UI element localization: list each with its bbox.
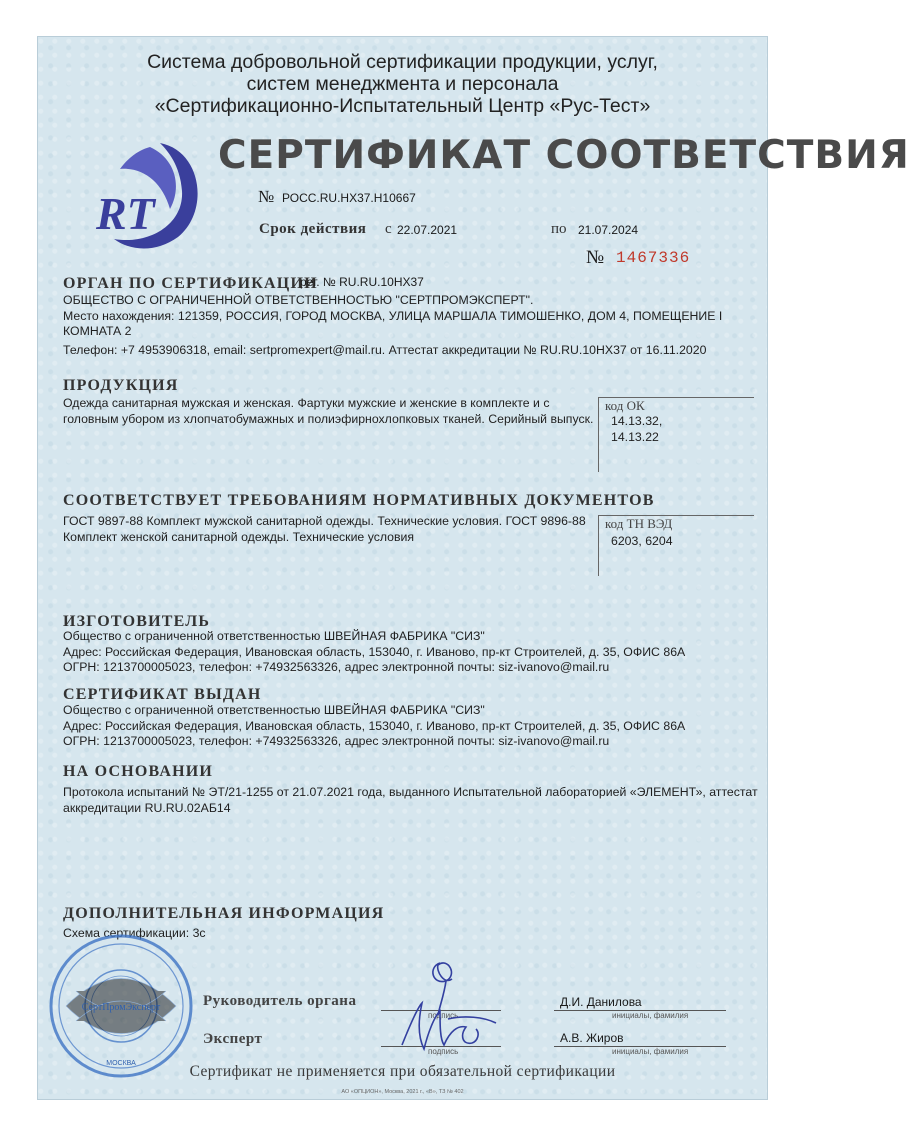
seal-stamp-icon bbox=[46, 931, 196, 1081]
tnved-code-box bbox=[598, 515, 754, 576]
certificate-sheet bbox=[37, 36, 910, 1100]
tnved-code-label: код ТН ВЭД bbox=[605, 516, 673, 531]
head-name-hint: инициалы, фамилия bbox=[612, 1011, 689, 1020]
header-line-1: Система добровольной сертификации продукции, услуг, bbox=[147, 51, 658, 73]
product-heading: ПРОДУКЦИЯ bbox=[63, 377, 179, 394]
number-label: № bbox=[258, 187, 275, 206]
head-sign-hint: подпись bbox=[428, 1011, 459, 1020]
standards-line: ГОСТ 9897-88 Комплект мужской санитарной одежды. Технические условия. ГОСТ 9896-88 bbox=[63, 514, 586, 528]
expert-sign-hint: подпись bbox=[428, 1047, 459, 1056]
organ-line: Телефон: +7 4953906318, email: sertpromexpert@mail.ru. Аттестат аккредитации № RU.RU.10НХ37 от 16.11.2020 bbox=[63, 342, 707, 357]
serial-label: № bbox=[586, 247, 605, 268]
handwritten-signature-icon bbox=[388, 945, 508, 1065]
standards-line: Комплект женской санитарной одежды. Технические условия bbox=[63, 529, 415, 544]
organ-line: КОМНАТА 2 bbox=[63, 324, 132, 338]
basis-line: аккредитации RU.RU.02АБ14 bbox=[63, 800, 231, 815]
organ-heading: ОРГАН ПО СЕРТИФИКАЦИИ bbox=[63, 275, 318, 292]
expert-label: Эксперт bbox=[203, 1031, 263, 1047]
svg-text:RT: RT bbox=[96, 188, 155, 239]
organ-registration: рег. № RU.RU.10НХ37 bbox=[300, 275, 424, 289]
expert-name-hint: инициалы, фамилия bbox=[612, 1047, 689, 1056]
printer-info: АО «ОПЦИОН», Москва, 2021 г., «В», ТЗ № 402 bbox=[341, 1089, 464, 1095]
product-line: Одежда санитарная мужская и женская. Фартуки мужские и женские в комплекте и с bbox=[63, 396, 550, 410]
issued-line: Общество с ограниченной ответственностью ШВЕЙНАЯ ФАБРИКА "СИЗ" bbox=[63, 703, 485, 717]
ok-code-label: код ОК bbox=[605, 398, 645, 413]
issued-details bbox=[63, 703, 763, 750]
manufacturer-line: Общество с ограниченной ответственностью ШВЕЙНАЯ ФАБРИКА "СИЗ" bbox=[63, 629, 485, 643]
expert-name: А.В. Жиров bbox=[560, 1031, 624, 1045]
document-title: СЕРТИФИКАТ СООТВЕТСТВИЯ bbox=[218, 133, 910, 178]
validity-label: Срок действия bbox=[259, 221, 367, 237]
manufacturer-line: ОГРН: 1213700005023, телефон: +74932563326, адрес электронной почты: siz-ivanovo@mail.ru bbox=[63, 660, 610, 674]
validity-from-label: с bbox=[385, 221, 392, 237]
header-line-2: систем менеджмента и персонала bbox=[246, 73, 559, 95]
head-name: Д.И. Данилова bbox=[560, 995, 642, 1009]
product-description bbox=[63, 396, 598, 427]
certification-scheme: Схема сертификации: 3с bbox=[63, 926, 206, 940]
certificate-number: РОСС.RU.НХ37.Н10667 bbox=[282, 191, 416, 205]
organ-line: ОБЩЕСТВО С ОГРАНИЧЕННОЙ ОТВЕТСТВЕННОСТЬЮ "СЕРТПРОМЭКСПЕРТ". bbox=[63, 293, 534, 307]
manufacturer-heading: ИЗГОТОВИТЕЛЬ bbox=[63, 613, 211, 630]
ok-code: 14.13.22 bbox=[611, 429, 659, 444]
header-line-3: «Сертификационно-Испытательный Центр «Рус-Тест» bbox=[154, 95, 651, 117]
organ-details bbox=[63, 293, 763, 358]
validity-from-date: 22.07.2021 bbox=[397, 223, 458, 237]
ok-code: 14.13.32, bbox=[611, 414, 663, 428]
validity-to-date: 21.07.2024 bbox=[578, 223, 639, 237]
organ-line: Место нахождения: 121359, РОССИЯ, ГОРОД МОСКВА, УЛИЦА МАРШАЛА ТИМОШЕНКО, ДОМ 4, ПОМЕЩЕНИЕ I bbox=[63, 308, 723, 323]
manufacturer-details bbox=[63, 629, 763, 676]
issued-line: Адрес: Российская Федерация, Ивановская область, 153040, г. Иваново, пр-кт Строителей, д. 35, ОФИС 86А bbox=[63, 718, 686, 733]
stamp-center-text: СертПромЭксперт bbox=[81, 1002, 161, 1013]
ok-code-box bbox=[598, 397, 754, 472]
issued-heading: СЕРТИФИКАТ ВЫДАН bbox=[63, 686, 262, 703]
stamp-city-text: МОСКВА bbox=[106, 1060, 136, 1067]
issued-line: ОГРН: 1213700005023, телефон: +74932563326, адрес электронной почты: siz-ivanovo@mail.ru bbox=[63, 734, 610, 748]
standards-heading: СООТВЕТСТВУЕТ ТРЕБОВАНИЯМ НОРМАТИВНЫХ ДОКУМЕНТОВ bbox=[63, 492, 655, 509]
standards-description bbox=[63, 514, 598, 545]
rt-logo-icon bbox=[90, 141, 208, 253]
basis-line: Протокола испытаний № ЭТ/21-1255 от 21.07.2021 года, выданного Испытательной лабораторией «ЭЛЕМЕНТ», аттестат bbox=[63, 785, 758, 799]
serial-number: 1467336 bbox=[616, 249, 691, 267]
footer-note: Сертификат не применяется при обязательной сертификации bbox=[189, 1063, 616, 1080]
head-label: Руководитель органа bbox=[203, 993, 357, 1009]
additional-heading: ДОПОЛНИТЕЛЬНАЯ ИНФОРМАЦИЯ bbox=[63, 905, 385, 922]
product-line: головным убором из хлопчатобумажных и полиэфирнохлопковых тканей. Серийный выпуск. bbox=[63, 411, 594, 426]
basis-heading: НА ОСНОВАНИИ bbox=[63, 763, 214, 780]
tnved-code: 6203, 6204 bbox=[611, 534, 673, 548]
manufacturer-line: Адрес: Российская Федерация, Ивановская область, 153040, г. Иваново, пр-кт Строителей, д. 35, ОФИС 86А bbox=[63, 644, 686, 659]
validity-to-label: по bbox=[551, 221, 567, 237]
basis-details bbox=[63, 785, 763, 816]
